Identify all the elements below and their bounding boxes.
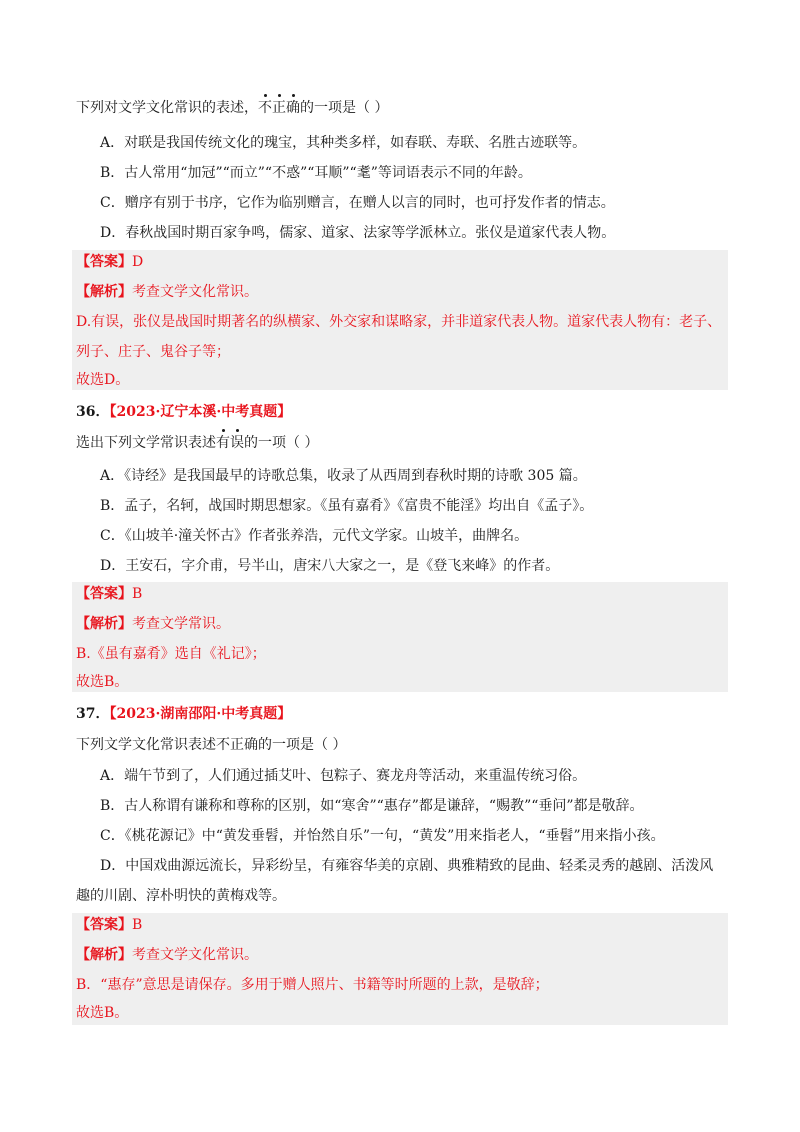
emphasis-dots: 有误	[216, 435, 244, 451]
question-35-option-c: C．赠序有别于书序，它作为临别赠言，在赠人以言的同时，也可抒发作者的情志。	[100, 195, 615, 211]
question-37-option-b: B．古人称谓有谦称和尊称的区别，如“寒舍”“惠存”都是谦辞，“赐教”“垂问”都是敬辞。	[100, 798, 644, 814]
explanation-line-1: B．“惠存”意思是请保存。多用于赠人照片、书籍等时所题的上款，是敬辞；	[76, 977, 549, 993]
conclusion-line: 故选D。	[76, 372, 130, 388]
answer-line: 【答案】B	[76, 586, 143, 602]
explanation-line-1: D.有误，张仪是战国时期著名的纵横家、外交家和谋略家，并非道家代表人物。道家代表人物有：老子、	[76, 314, 722, 330]
question-37-option-a: A．端午节到了，人们通过插艾叶、包粽子、赛龙舟等活动，来重温传统习俗。	[100, 768, 587, 784]
question-37-option-c: C．《桃花源记》中“黄发垂髫，并怡然自乐”一句，“黄发”用来指老人，“垂髫”用来指小孩。	[100, 828, 665, 844]
analysis-line: 【解析】考查文学文化常识。	[76, 947, 258, 963]
question-36-option-c: C．《山坡羊·潼关怀古》作者张养浩，元代文学家。山坡羊，曲牌名。	[100, 528, 529, 544]
question-37-option-d-continued: 趣的川剧、淳朴明快的黄梅戏等。	[76, 888, 286, 904]
question-36-option-a: A．《诗经》是我国最早的诗歌总集，收录了从西周到春秋时期的诗歌 305 篇。	[100, 468, 587, 484]
question-37-answer-block	[72, 913, 728, 1025]
question-37-option-d: D．中国戏曲源远流长，异彩纷呈，有雍容华美的京剧、典雅精致的昆曲、轻柔灵秀的越剧、活泼风	[100, 858, 714, 874]
analysis-line: 【解析】考查文学常识。	[76, 616, 230, 632]
answer-line: 【答案】D	[76, 254, 144, 270]
emphasis-dots: 不正确	[258, 100, 300, 116]
question-35-option-d: D．春秋战国时期百家争鸣，儒家、道家、法家等学派林立。张仪是道家代表人物。	[100, 225, 616, 241]
question-37-stem: 下列文学文化常识表述不正确的一项是（ ）	[76, 737, 347, 753]
question-36-stem: 选出下列文学常识表述有误的一项（ ）	[76, 435, 319, 451]
question-36-option-d: D．王安石，字介甫，号半山，唐宋八大家之一，是《登飞来峰》的作者。	[100, 558, 560, 574]
explanation-line-2: 列子、庄子、鬼谷子等；	[76, 344, 230, 360]
explanation-line-1: B.《虽有嘉肴》选自《礼记》；	[76, 646, 266, 662]
question-35-option-b: B．古人常用“加冠”“而立”“不惑”“耳顺”“耄”等词语表示不同的年龄。	[100, 165, 532, 181]
question-36-answer-block	[72, 582, 728, 692]
conclusion-line: 故选B。	[76, 674, 129, 690]
question-36-option-b: B．孟子，名轲，战国时期思想家。《虽有嘉肴》《富贵不能淫》均出自《孟子》。	[100, 498, 594, 514]
answer-line: 【答案】B	[76, 917, 143, 933]
question-35-option-a: A．对联是我国传统文化的瑰宝，其种类多样，如春联、寿联、名胜古迹联等。	[100, 135, 587, 151]
question-35-stem: 下列对文学文化常识的表述，不正确的一项是（ ）	[76, 100, 389, 116]
analysis-line: 【解析】考查文学文化常识。	[76, 284, 258, 300]
question-37-header: 37．【2023·湖南邵阳·中考真题】	[76, 706, 292, 722]
conclusion-line: 故选B。	[76, 1005, 129, 1021]
question-36-header: 36．【2023·辽宁本溪·中考真题】	[76, 404, 292, 420]
question-35-answer-block	[72, 250, 728, 390]
